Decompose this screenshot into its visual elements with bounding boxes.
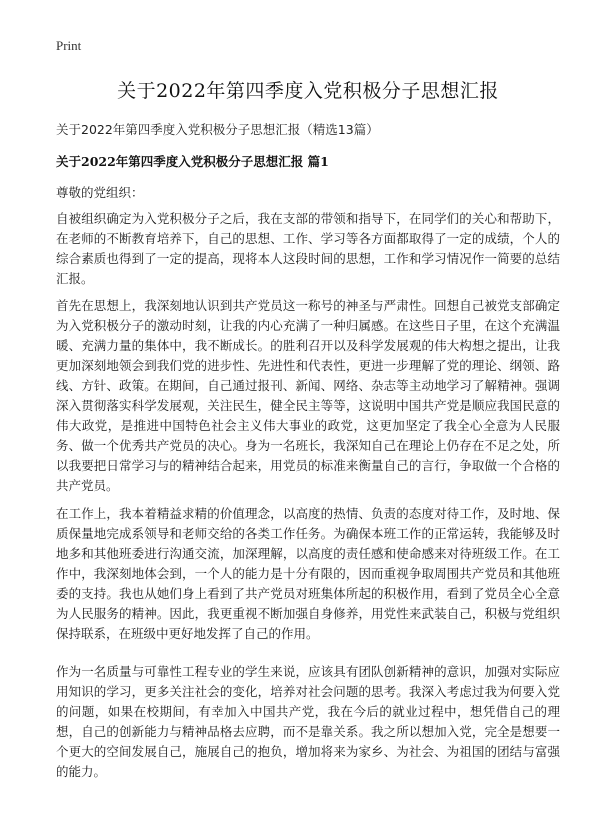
paragraph-3: 在工作上，我本着精益求精的价值理念，以高度的热情、负责的态度对待工作，及时地、保质保量地完成系领导和老师交给的各类工作任务。为确保本班工作的正常运转，我能够及时地多和其他班委进行沟通交流，加深理解，以高度的责任感和使命感来对待班级工作。在工作中，我深刻地体会到，一个人的能力是十分有限的，因而重视争取周围共产党员和其他班委的支持。我也从她们身上看到了共产党员对班集体所起的积极作用，看到了党员全心全意为人民服务的精神。因此，我更重视不断加强自身修养，用党性来武装自己，积极与党组织保持联系，在班级中更好地发挥了自己的作用。	[56, 506, 560, 641]
section-heading: 关于2022年第四季度入党积极分子思想汇报 篇1	[56, 154, 329, 169]
paragraph-1: 自被组织确定为入党积极分子之后，我在支部的带领和指导下，在同学们的关心和帮助下，在老师的不断教育培养下，自己的思想、工作、学习等各方面都取得了一定的成绩，个人的综合素质也得到了一定的提高，现将本人这段时间的思想，工作和学习情况作一简要的总结汇报。	[56, 211, 560, 286]
document-subtitle: 关于2022年第四季度入党积极分子思想汇报（精选13篇）	[56, 122, 379, 137]
paragraph-2: 首先在思想上，我深刻地认识到共产党员这一称号的神圣与严肃性。回想自己被党支部确定为入党积极分子的激动时刻，让我的内心充满了一种归属感。在这些日子里，在这个充满温暖、充满力量的集体中，我不断成长。的胜利召开以及科学发展观的伟大构想之提出，让我更加深刻地领会到我们党的进步性、先进性和代表性，更进一步理解了党的理论、纲领、路线、方针、政策。在期间，自己通过报刊、新闻、网络、杂志等主动地学习了解精神。强调深入贯彻落实科学发展观，关注民生，健全民主等等，这说明中国共产党是顺应我国民意的伟大政党，是推进中国特色社会主义伟大事业的政党，这更加坚定了我全心全意为人民服务、做一个优秀共产党员的决心。身为一名班长，我深知自己在理论上仍存在不足之处，所以我要把日常学习与的精神结合起来，用党员的标准来衡量自己的言行，争取做一个合格的共产党员。	[56, 298, 560, 493]
paragraph-4: 作为一名质量与可靠性工程专业的学生来说，应该具有团队创新精神的意识，加强对实际应用知识的学习，更多关注社会的变化，培养对社会问题的思考。我深入考虑过我为何要入党的问题，如果在校期间，有幸加入中国共产党，我在今后的就业过程中，想凭借自己的理想，自己的创新能力与精神品格去应聘，而不是靠关系。我之所以想加入党，完全是想要一个更大的空间发展自己，施展自己的抱负，增加将来为家乡、为社会、为祖国的团结与富强的能力。	[56, 664, 560, 779]
greeting: 尊敬的党组织：	[56, 185, 144, 200]
page-title: 关于2022年第四季度入党积极分子思想汇报	[117, 80, 499, 102]
print-label: Print	[56, 38, 82, 53]
